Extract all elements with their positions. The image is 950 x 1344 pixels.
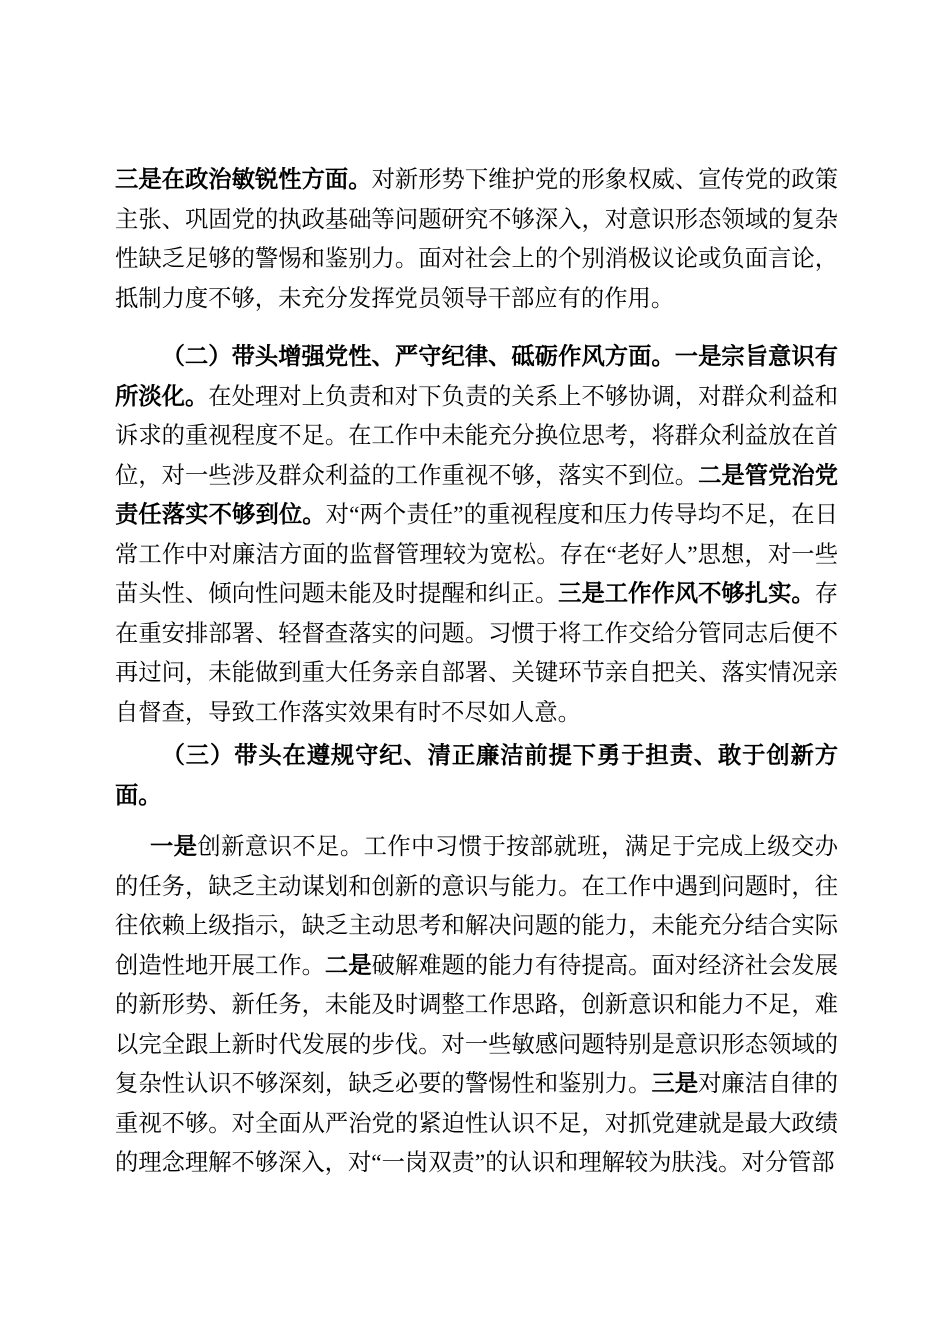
run-heading-3-work-style: 三是工作作风不够扎实。 xyxy=(558,581,815,607)
run-label-er-shi: 二是 xyxy=(324,952,372,979)
run-body-text: 存在重安排部署、轻督查落实的问题。习惯于将工作交给分管同志后便不再过问，未能做到重大任务亲自部署、关键环节亲自把关、落实情况亲自督查，导致工作落实效果有时不尽如人意。 xyxy=(115,581,839,726)
run-label-yi-shi: 一是 xyxy=(149,834,198,860)
para-section-3-heading-integrity-innovation xyxy=(115,737,838,816)
document-body xyxy=(115,161,838,1184)
run-heading-2-party-governance: 二是管党治党责任落实不够到位。 xyxy=(115,462,839,528)
run-heading-3-political-sensitivity: 三是在政治敏锐性方面。 xyxy=(115,167,372,193)
run-body-text: 破解难题的能力有待提高。面对经济社会发展的新形势、新任务，未能及时调整工作思路，创新意识和能力不足，难以完全跟上新时代发展的步伐。对一些敏感问题特别是意识形态领域的复杂性认识不够深刻，缺乏必要的警惕性和鉴别力。 xyxy=(115,952,839,1097)
run-heading-section-2: （二）带头增强党性、严守纪律、砥砺作风方面。一是宗旨意识有所淡化。 xyxy=(115,344,838,410)
run-body-text: 对廉洁自律的重视不够。对全面从严治党的紧迫性认识不足，对抓党建就是最大政绩的理念理解不够深入，对“一岗双责”的认识和理解较为肤浅。对分管部 xyxy=(115,1071,839,1176)
run-body-text: 对“两个责任”的重视程度和压力传导均不足，在日常工作中对廉洁方面的监督管理较为宽松。存在“老好人”思想，对一些苗头性、倾向性问题未能及时提醒和纠正。 xyxy=(115,502,839,607)
para-section-2-party-spirit-discipline xyxy=(115,338,838,733)
run-body-text: 创新意识不足。工作中习惯于按部就班，满足于完成上级交办的任务，缺乏主动谋划和创新的意识与能力。在工作中遇到问题时，往往依赖上级指示，缺乏主动思考和解决问题的能力，未能充分结合实际创造性地开展工作。 xyxy=(115,834,838,979)
para-section-3-body xyxy=(115,828,838,1184)
run-heading-section-3: （三）带头在遵规守纪、清正廉洁前提下勇于担责、敢于创新方面。 xyxy=(115,743,838,809)
run-body-text: 对新形势下维护党的形象权威、宣传党的政策主张、巩固党的执政基础等问题研究不够深入，对意识形态领域的复杂性缺乏足够的警惕和鉴别力。面对社会上的个别消极议论或负面言论，抵制力度不够，未充分发挥党员领导干部应有的作用。 xyxy=(115,167,839,312)
run-body-text: 在处理对上负责和对下负责的关系上不够协调，对群众利益和诉求的重视程度不足。在工作中未能充分换位思考，将群众利益放在首位，对一些涉及群众利益的工作重视不够，落实不到位。 xyxy=(115,383,839,489)
para-political-sensitivity xyxy=(115,161,838,319)
run-label-san-shi: 三是 xyxy=(651,1071,699,1097)
